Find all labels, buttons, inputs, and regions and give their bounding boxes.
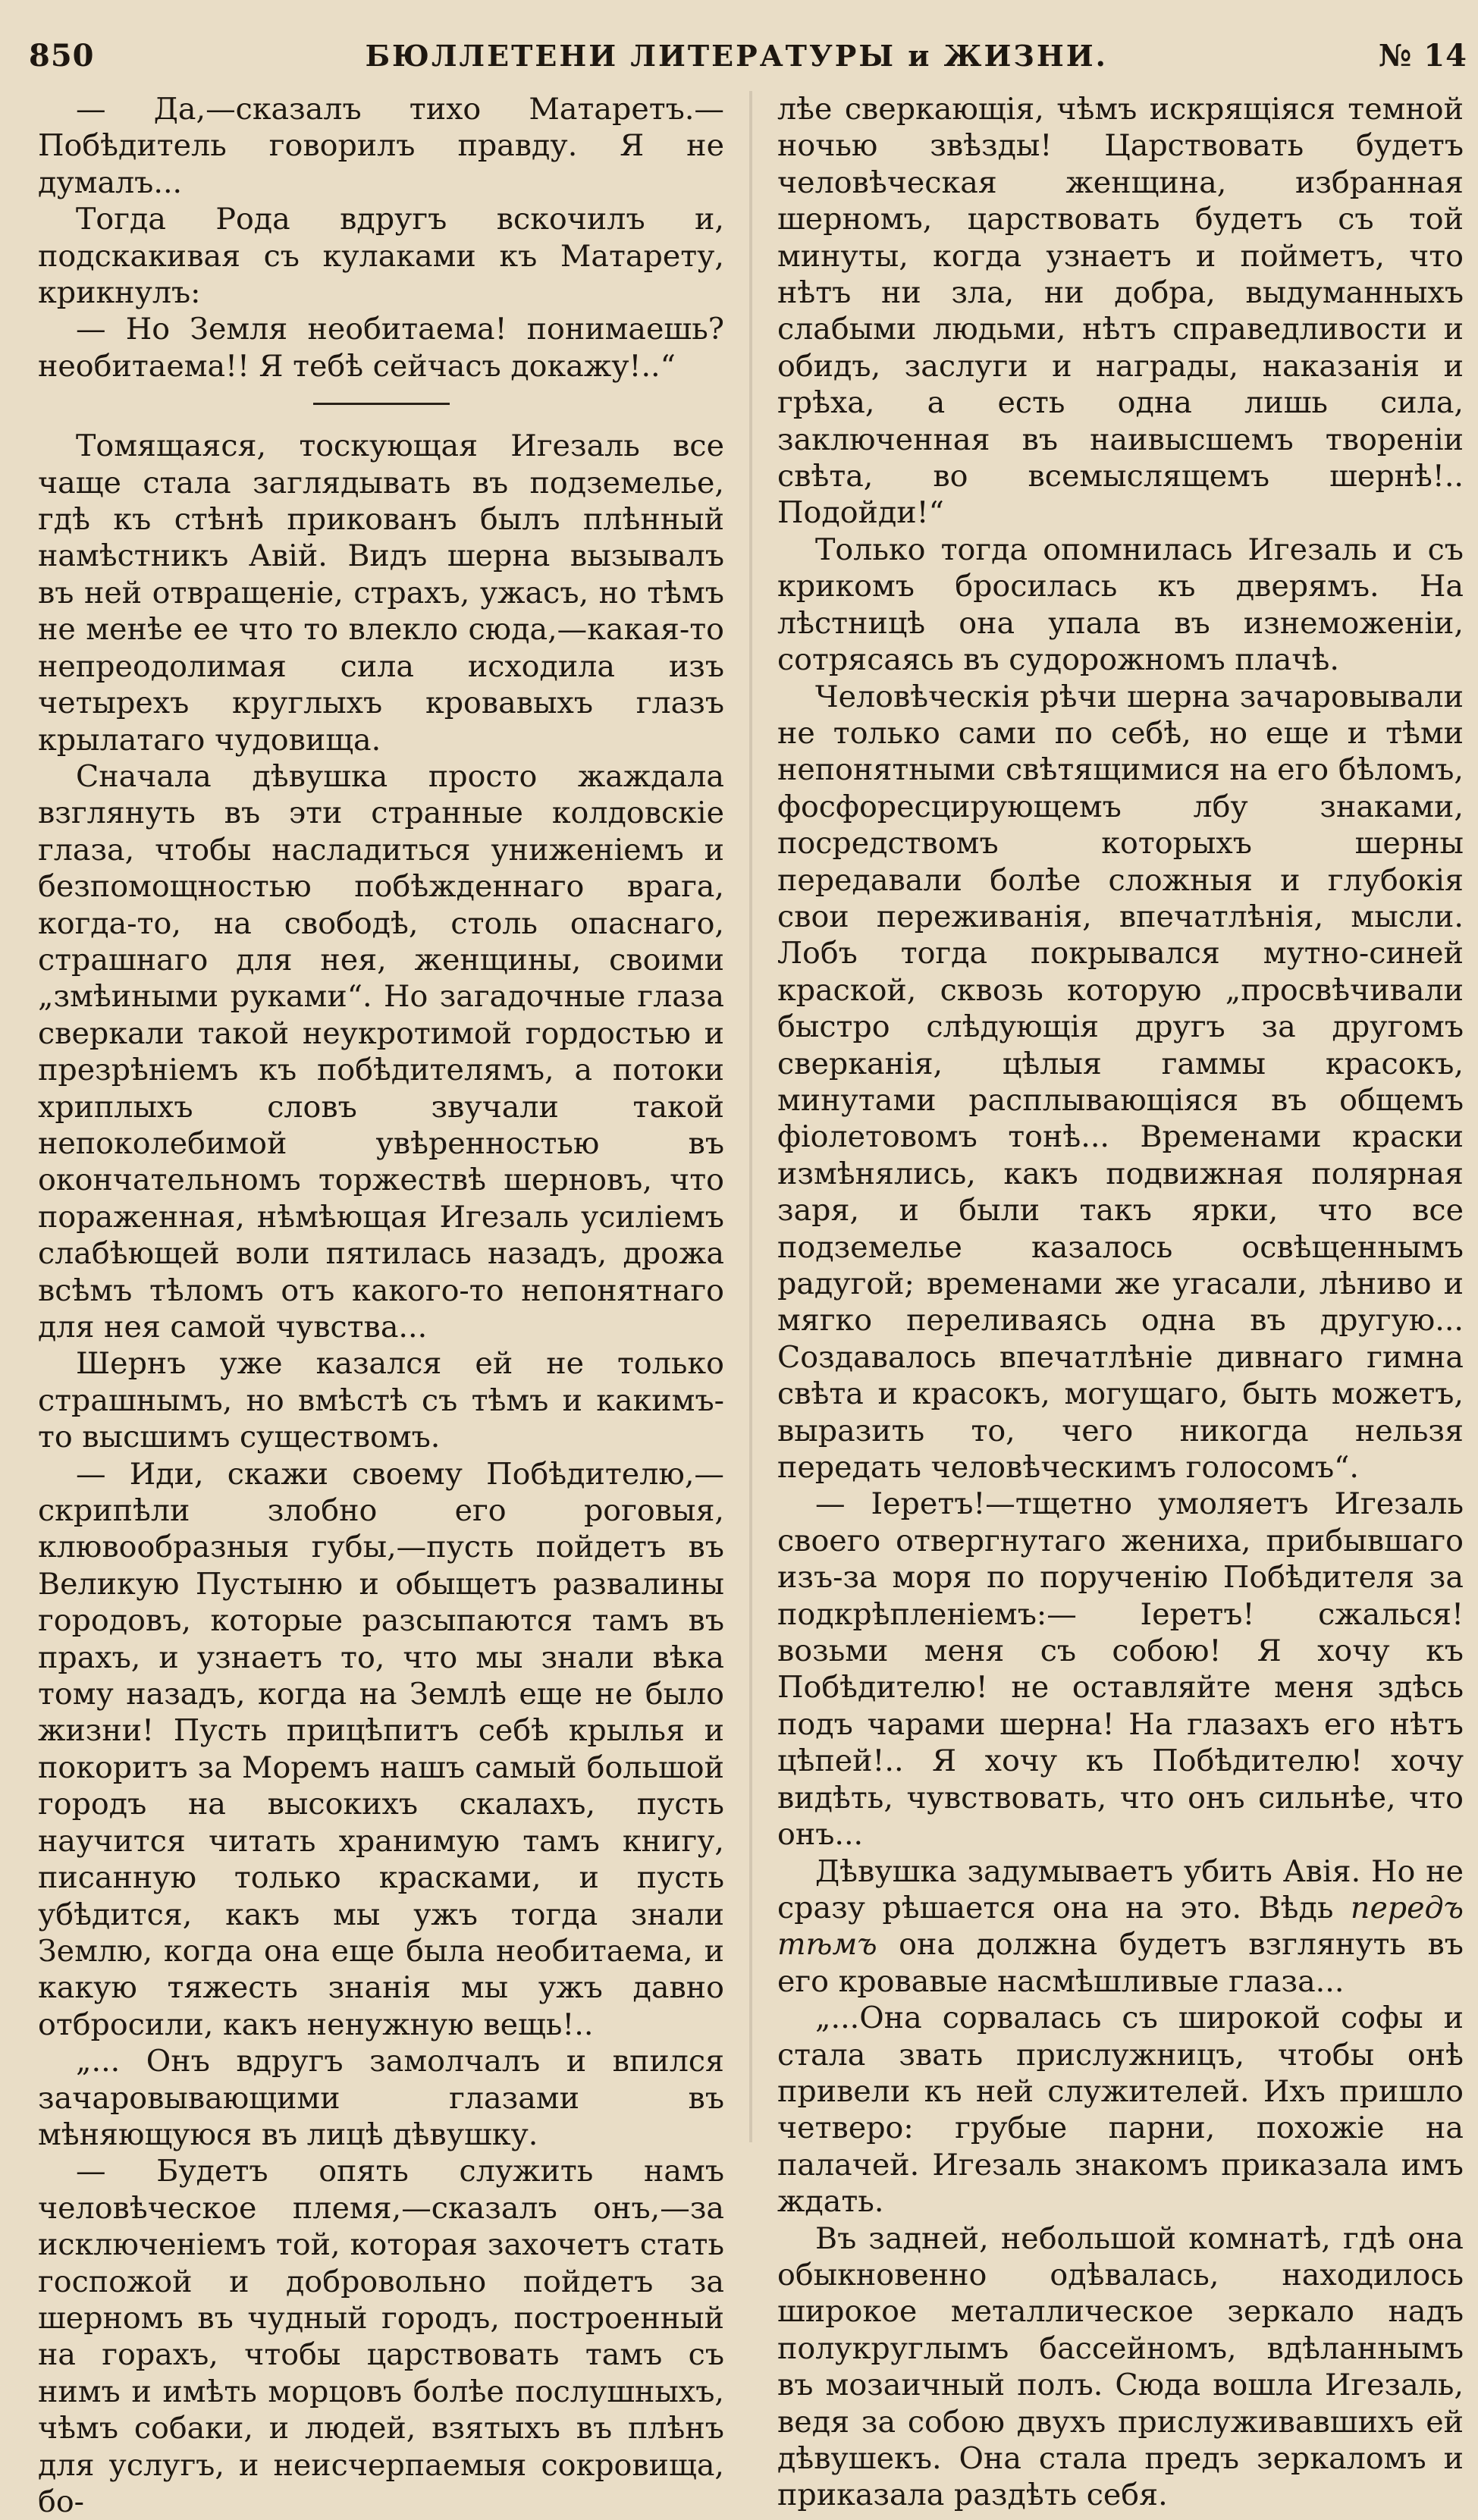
paragraph: — Іеретъ!—тщетно умоляетъ Игезаль своего отвергнутаго жениха, прибывшаго изъ-за моря по порученію Побѣдителя за подкрѣпленіемъ:— Іеретъ! сжалься! возьми меня съ собою! Я хочу къ Побѣдителю! не оставляйте меня здѣсь подъ чарами шерна! На глазахъ его нѣтъ цѣпей!.. Я хочу къ Побѣдителю! хочу видѣть, чувствовать, что онъ сильнѣе, что онъ... <box>777 1486 1464 1853</box>
section-divider <box>313 403 450 405</box>
paragraph: Въ задней, небольшой комнатѣ, гдѣ она обыкновенно одѣвалась, находилось широкое металлическое зеркало надъ полукруглымъ бассейномъ, вдѣланнымъ въ мозаичный полъ. Сюда вошла Игезаль, ведя за собою двухъ прислуживавшихъ ей дѣвушекъ. Она стала предъ зеркаломъ и приказала раздѣть себя. <box>777 2220 1464 2513</box>
paragraph: — Но Земля необитаема! понимаешь? необитаема!! Я тебѣ сейчасъ докажу!..“ <box>38 312 724 384</box>
italic-text: передъ тѣмъ <box>777 1890 1464 1963</box>
paragraph: Человѣческія рѣчи шерна зачаровывали не только сами по себѣ, но еще и тѣми непонятными свѣтящимися на его бѣломъ, фосфоресцирующемъ лбу знаками, посредствомъ которыхъ шерны передавали болѣе сложныя и глубокія свои переживанія, впечатлѣнія, мысли. Лобъ тогда покрывался мутно-синей краской, сквозь которую „просвѣчивали быстро слѣдующія другъ за другомъ сверканія, цѣлыя гаммы красокъ, минутами расплывающіяся въ общемъ фіолетовомъ тонѣ... Временами краски измѣнялись, какъ подвижная полярная заря, и были такъ ярки, что все подземелье казалось освѣщеннымъ радугой; временами же угасали, лѣниво и мягко переливаясь одна въ другую... Создавалось впечатлѣніе дивнаго гимна свѣта и красокъ, могущаго, быть можетъ, выразить то, чего никогда нельзя передать человѣческимъ голосомъ“. <box>777 679 1464 1486</box>
right-column <box>777 91 1464 2513</box>
text-run: Дѣвушка задумываетъ убить Авія. Но не сразу рѣшается она на это. Вѣдь <box>777 1853 1464 1925</box>
paragraph: — Да,—сказалъ тихо Матаретъ.—Побѣдитель говорилъ правду. Я не думалъ... <box>38 92 724 200</box>
paragraph: — Будетъ опять служить намъ человѣческое племя,—сказалъ онъ,—за исключеніемъ той, которая захочетъ стать госпожой и добровольно пойдетъ за шерномъ въ чудный городъ, построенный на горахъ, чтобы царствовать тамъ съ нимъ и имѣть морцовъ болѣе послушныхъ, чѣмъ собаки, и людей, взятыхъ въ плѣнъ для услугъ, и неисчерпаемыя сокровища, бо- <box>38 2154 724 2519</box>
paragraph: Только тогда опомнилась Игезаль и съ крикомъ бросилась къ дверямъ. На лѣстницѣ она упала въ изнеможеніи, сотрясаясь въ судорожномъ плачѣ. <box>777 532 1464 678</box>
paragraph: „...Она сорвалась съ широкой софы и стала звать прислужницъ, чтобы онѣ привели къ ней служителей. Ихъ пришло четверо: грубые парни, похожіе на палачей. Игезаль знакомъ приказала имъ ждать. <box>777 2001 1464 2220</box>
paragraph <box>777 1853 1464 2001</box>
paragraph: Тогда Рода вдругъ вскочилъ и, подскакивая съ кулаками къ Матарету, крикнулъ: <box>38 202 724 311</box>
left-column <box>38 91 724 2519</box>
text-columns <box>38 91 1464 2519</box>
running-head <box>29 29 1467 82</box>
issue-number: № 14 <box>1378 37 1467 74</box>
paragraph: Шернъ уже казался ей не только страшнымъ, но вмѣстѣ съ тѣмъ и какимъ-то высшимъ существомъ. <box>38 1346 724 1455</box>
paragraph: „... Онъ вдругъ замолчалъ и впился зачаровывающими глазами въ мѣняющуюся въ лицѣ дѣвушку. <box>38 2044 724 2152</box>
page-number: 850 <box>29 37 95 74</box>
paragraph: Томящаяся, тоскующая Игезаль все чаще стала заглядывать въ подземелье, гдѣ къ стѣнѣ прикованъ былъ плѣнный намѣстникъ Авій. Видъ шерна вызывалъ въ ней отвращеніе, страхъ, ужасъ, но тѣмъ не менѣе ее что то влекло сюда,—какая-то непреодолимая сила исходила изъ четырехъ круглыхъ кровавыхъ глазъ крылатаго чудовища. <box>38 428 724 758</box>
journal-title: БЮЛЛЕТЕНИ ЛИТЕРАТУРЫ и ЖИЗНИ. <box>365 38 1108 73</box>
paragraph: — Иди, скажи своему Побѣдителю,—скрипѣли злобно его роговыя, клювообразныя губы,—пусть пойдетъ въ Великую Пустыню и обыщетъ развалины городовъ, которые разсыпаются тамъ въ прахъ, и узнаетъ то, что мы знали вѣка тому назадъ, когда на Землѣ еще не было жизни! Пусть прицѣпитъ себѣ крылья и покоритъ за Моремъ нашъ самый большой городъ на высокихъ скалахъ, пусть научится читать хранимую тамъ книгу, писанную только красками, и пусть убѣдится, какъ мы ужъ тогда знали Землю, когда она еще была необитаема, и какую тяжесть знанія мы ужъ давно отбросили, какъ ненужную вещь!.. <box>38 1456 724 2042</box>
paragraph: лѣе сверкающія, чѣмъ искрящіяся темной ночью звѣзды! Царствовать будетъ человѣческая женщина, избранная шерномъ, царствовать будетъ съ той минуты, когда узнаетъ и пойметъ, что нѣтъ ни зла, ни добра, выдуманныхъ слабыми людьми, нѣтъ справедливости и обидъ, заслуги и награды, наказанія и грѣха, а есть одна лишь сила, заключенная въ наивысшемъ твореніи свѣта, во всемыслящемъ шернѣ!.. Подойди!“ <box>777 92 1464 531</box>
text-run: она должна будетъ взглянуть въ его кровавые насмѣшливые глаза... <box>777 1927 1464 1999</box>
column-gutter <box>749 91 752 2142</box>
paragraph: Сначала дѣвушка просто жаждала взглянуть въ эти странные колдовскіе глаза, чтобы насладиться униженіемъ и безпомощностью побѣжденнаго врага, когда-то, на свободѣ, столь опаснаго, страшнаго для нея, женщины, своими „змѣиными руками“. Но загадочные глаза сверкали такой неукротимой гордостью и презрѣніемъ къ побѣдителямъ, а потоки хриплыхъ словъ звучали такой непоколебимой увѣренностью въ окончательномъ торжествѣ шерновъ, что пораженная, нѣмѣющая Игезаль усиліемъ слабѣющей воли пятилась назадъ, дрожа всѣмъ тѣломъ отъ какого-то непонятнаго для нея самой чувства... <box>38 758 724 1345</box>
